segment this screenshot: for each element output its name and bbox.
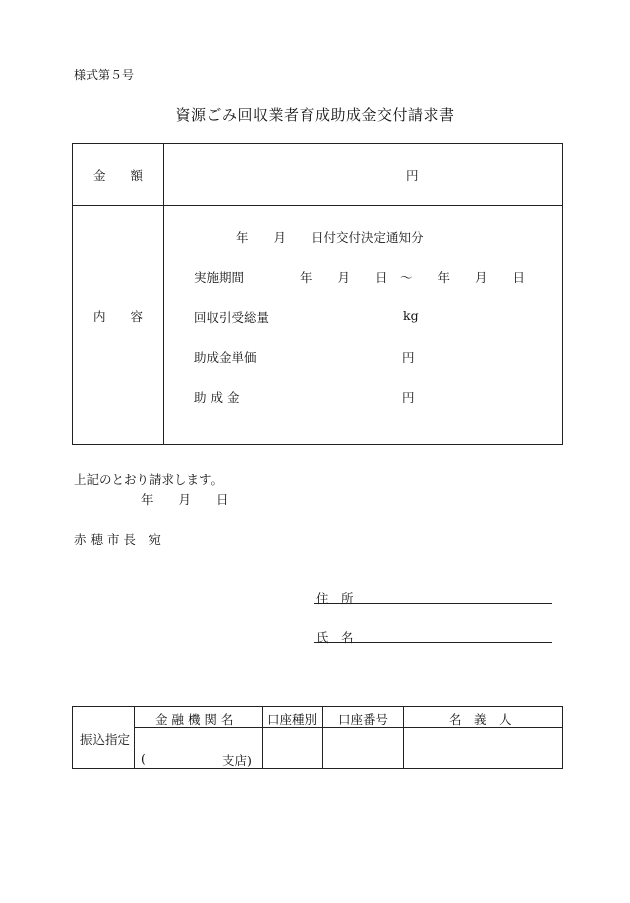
table-divider-vertical [163, 144, 164, 444]
bank-transfer-table [72, 706, 563, 769]
quantity-label: 回収引受総量 [194, 310, 270, 325]
form-number: 様式第５号 [74, 68, 135, 82]
address-label: 住 所 [316, 591, 354, 606]
amount-label: 金 額 [93, 168, 144, 183]
subsidy-label: 助 成 金 [194, 390, 240, 405]
bank-col-divider [134, 707, 135, 768]
request-date: 年 月 日 [141, 492, 229, 507]
decision-notice: 年 月 日付交付決定通知分 [236, 230, 424, 245]
name-label: 氏 名 [316, 630, 354, 645]
document-title: 資源ごみ回収業者育成助成金交付請求書 [175, 106, 455, 124]
bank-col-divider [262, 707, 263, 768]
unit-price-unit: 円 [402, 350, 415, 365]
bank-col-divider [322, 707, 323, 768]
table-divider-horizontal [73, 205, 562, 206]
content-label: 内 容 [93, 309, 144, 324]
name-underline [314, 642, 552, 643]
unit-price-label: 助成金単価 [194, 350, 257, 365]
quantity-unit: kg [403, 308, 419, 323]
period-label: 実施期間 [194, 270, 245, 285]
account-type-header: 口座種別 [267, 712, 318, 727]
bank-name-header: 金 融 機 関 名 [155, 712, 234, 727]
period-value: 年 月 日 ～ 年 月 日 [300, 270, 526, 285]
branch-suffix: 支店) [222, 753, 252, 768]
subsidy-unit: 円 [402, 390, 415, 405]
addressee: 赤 穂 市 長 宛 [74, 532, 161, 547]
account-number-header: 口座番号 [338, 712, 389, 727]
address-underline [314, 603, 552, 604]
main-table [72, 143, 563, 445]
account-holder-header: 名 義 人 [449, 712, 512, 727]
amount-unit: 円 [406, 168, 419, 183]
bank-col-divider [403, 707, 404, 768]
request-text: 上記のとおり請求します。 [74, 472, 224, 487]
branch-open-paren: ( [141, 751, 146, 766]
transfer-designation-label: 振込指定 [80, 732, 131, 747]
